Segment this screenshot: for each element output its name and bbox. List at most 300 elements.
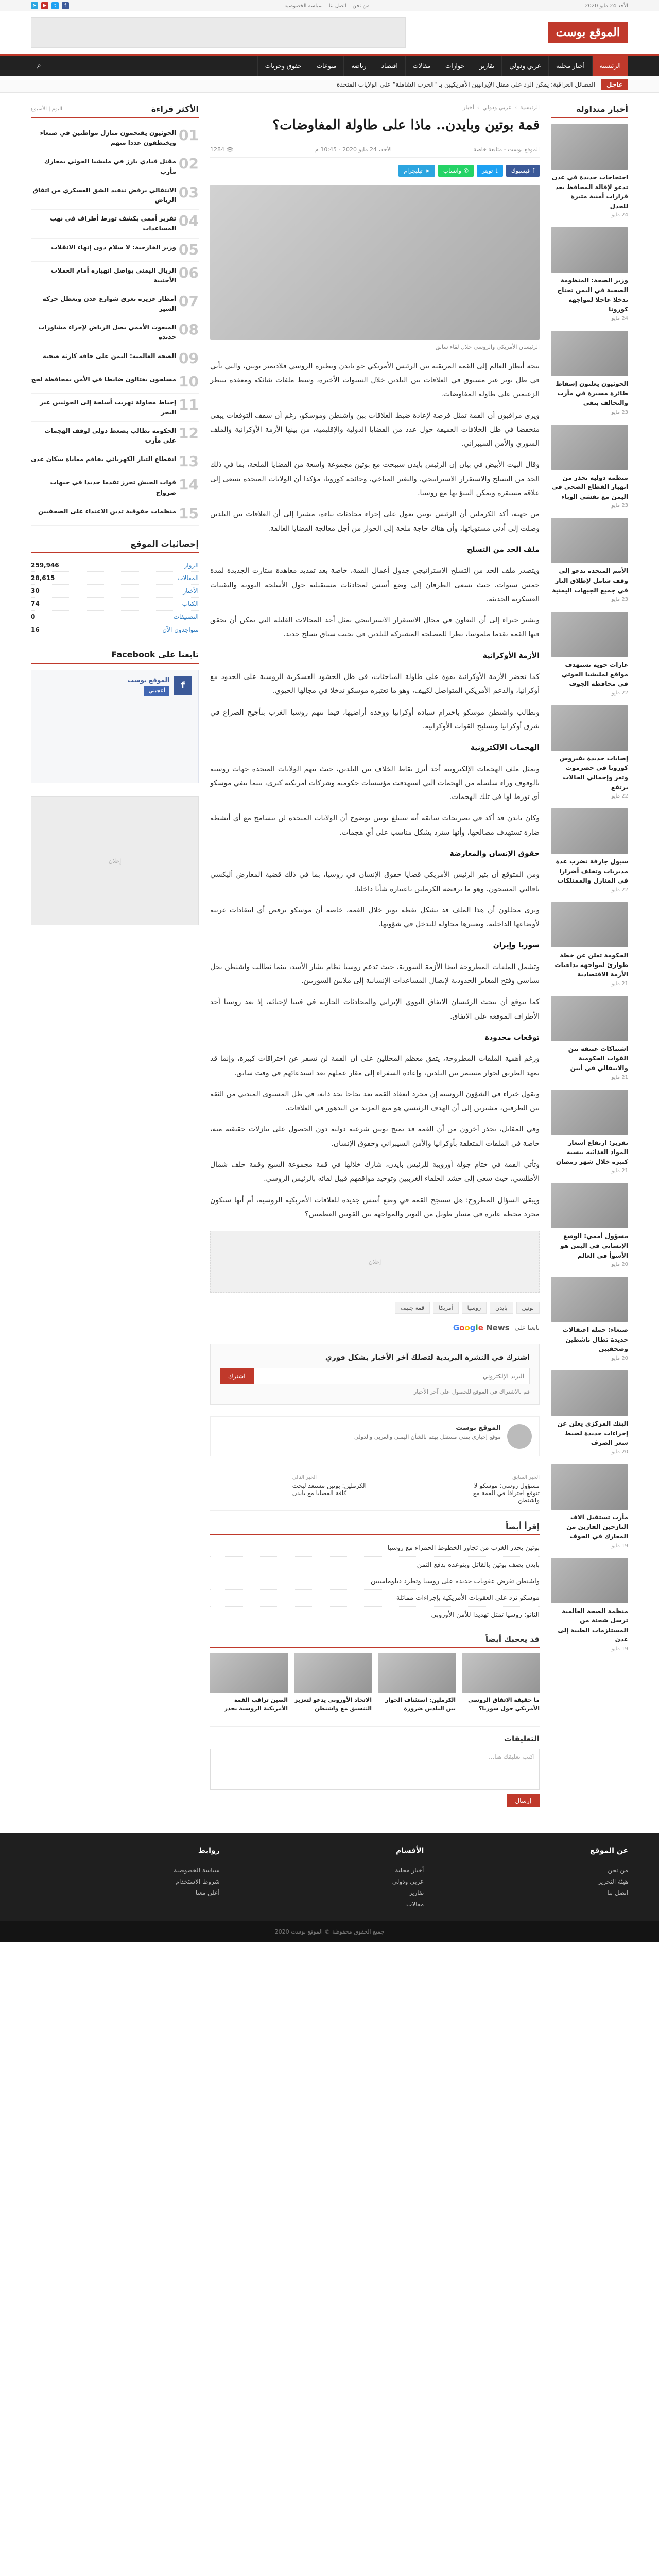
footer-link[interactable]: تقارير — [409, 1889, 424, 1897]
author-name[interactable]: الموقع بوست — [456, 1424, 501, 1432]
recent-news-thumbnail[interactable] — [551, 331, 628, 376]
nav-item-reports[interactable]: تقارير — [472, 56, 501, 76]
article-paragraph: كما يتوقع أن يبحث الرئيسان الاتفاق النووي الإيراني والمحادثات الجارية في فيينا لإحيائه، إذ تعد روسيا أحد الأطراف الموقعة على الاتفاق. — [210, 998, 540, 1021]
footer-link[interactable]: مقالات — [406, 1901, 424, 1908]
popular-item[interactable] — [31, 318, 199, 347]
popular-tabs: اليوم | الأسبوع — [31, 106, 62, 112]
stats-widget — [31, 539, 199, 636]
popular-item[interactable] — [31, 290, 199, 318]
article-subheading: سوريا وإيران — [493, 941, 540, 950]
more-news-section — [210, 1635, 540, 1713]
recent-news-item[interactable] — [551, 902, 628, 987]
popular-item[interactable] — [31, 124, 199, 152]
recent-news-date: 19 مايو — [611, 1646, 628, 1652]
popular-item[interactable] — [31, 152, 199, 181]
views-count: 1284 — [210, 146, 225, 153]
tag-link[interactable]: بوتين — [516, 1302, 540, 1314]
article-paragraph: ويمثل ملف الهجمات الإلكترونية أحد أبرز نقاط الخلاف بين البلدين، حيث تتهم الولايات المتحدة جهات روسية بالوقوف وراء سلسلة من الهجمات التي استهدفت مؤسسات حكومية وشركات أمريكية كبرى، بينما تنفي موسكو أي تورط لها في تلك الهجمات. — [210, 765, 540, 802]
nav-item-economy[interactable]: اقتصاد — [374, 56, 405, 76]
share-telegram-label: تيليجرام — [404, 167, 423, 174]
sidebar-ad[interactable]: إعلان — [31, 796, 199, 925]
recent-news-title[interactable]: تقرير: ارتفاع أسعار المواد الغذائية بنسبة كبيرة خلال شهر رمضان — [556, 1139, 628, 1165]
footer-link[interactable]: أخبار محلية — [395, 1867, 424, 1874]
footer-links — [31, 1865, 220, 1899]
article-paragraph: وتأتي القمة في ختام جولة أوروبية للرئيس بايدن، شارك خلالها في قمة مجموعة السبع وقمة حلف شمال الأطلسي، حيث سعى إلى حشد الحلفاء الغربيين وتوحيد مواقفهم قبيل لقائه بالرئيس الروسي. — [210, 1161, 540, 1183]
tag-link[interactable]: قمة جنيف — [395, 1302, 430, 1314]
prev-article-link[interactable] — [381, 1475, 540, 1504]
breadcrumb-separator: › — [477, 104, 480, 111]
recent-news-title[interactable]: اشتباكات عنيفة بين القوات الحكومية والانتقالي في أبين — [568, 1045, 628, 1072]
more-news-grid — [210, 1653, 540, 1713]
popular-rank: 13 — [179, 453, 199, 470]
popular-heading — [31, 104, 199, 118]
popular-title[interactable]: منظمات حقوقية تدين الاعتداء على الصحفيين — [38, 507, 176, 515]
recent-news-list — [551, 124, 628, 1652]
facebook-icon: f — [174, 676, 192, 695]
recent-news-title[interactable]: الأمم المتحدة تدعو إلى وقف شامل لإطلاق النار في جميع الجبهات اليمنية — [552, 567, 628, 594]
popular-list — [31, 124, 199, 526]
footer-column-title: الأقسام — [235, 1846, 424, 1858]
recent-news-thumbnail[interactable] — [551, 1370, 628, 1416]
breadcrumb — [210, 104, 540, 111]
stats-heading — [31, 539, 199, 553]
article-subheading: توقعات محدودة — [484, 1033, 540, 1042]
footer-link[interactable]: عربي ودولي — [392, 1878, 424, 1886]
article-paragraph: ويتصدر ملف الحد من التسلح الاستراتيجي جدول أعمال القمة، خاصة بعد تمديد معاهدة ستارت الجديدة لمدة خمس سنوات، حيث يسعى الطرفان إلى وضع أسس لمحادثات مستقبلية حول الأسلحة النووية والتقنيات العسكرية الحديثة. — [210, 567, 540, 603]
article-paragraph: وقال البيت الأبيض في بيان إن الرئيس بايدن سيبحث مع بوتين مجموعة واسعة من القضايا الملحة، بما في ذلك الحد من التسلح والاستقرار الاستراتيجي، والتغير المناخي، وجائحة كورونا، مؤكدا أن الولايات المتحدة تسعى إلى علاقة مستقرة ويمكن التنبؤ بها مع روسيا. — [210, 461, 540, 498]
next-label: الخبر التالي — [292, 1475, 317, 1481]
stats-value: 259,946 — [31, 561, 59, 569]
stats-row — [31, 572, 199, 585]
more-news-title[interactable]: الاتحاد الأوروبي يدعو لتعزيز التنسيق مع واشنطن — [294, 1697, 372, 1712]
article-subheading: الهجمات الإلكترونية — [470, 743, 540, 752]
footer-column-title: روابط — [31, 1846, 220, 1858]
next-title: الكرملين: بوتين مستعد لبحث كافة القضايا مع بايدن — [292, 1482, 367, 1497]
popular-item[interactable] — [31, 347, 199, 370]
site-header — [0, 11, 659, 56]
facebook-widget — [31, 650, 199, 783]
recent-news-date: 21 مايو — [611, 1074, 628, 1080]
recent-news-thumbnail[interactable] — [551, 705, 628, 751]
article-paragraph: ويرى مراقبون أن القمة تمثل فرصة لإعادة ضبط العلاقات بين واشنطن وموسكو، رغم أن سقف التوقعات يبقى منخفضا في ظل الخلافات العميقة حول عدد من القضايا الدولية والإقليمية، من بينها الأزمة الأوكرانية والملف السوري والأمن السيبراني. — [210, 411, 540, 448]
recent-news-date: 20 مايو — [611, 1355, 628, 1361]
breadcrumb-category[interactable]: أخبار — [463, 104, 474, 111]
facebook-title: تابعنا على Facebook — [111, 649, 199, 659]
stats-label: الكتاب — [182, 600, 199, 607]
popular-title[interactable]: الحوثيون يقتحمون منازل مواطنين في صنعاء ويختطفون عددا منهم — [40, 129, 176, 147]
article-body — [210, 360, 540, 1222]
recent-news-title[interactable]: صنعاء: حملة اعتقالات جديدة تطال ناشطين وصحفيين — [562, 1326, 628, 1353]
popular-title[interactable]: وزير الخارجية: لا سلام دون إنهاء الانقلاب — [51, 243, 176, 251]
recent-news-date: 21 مايو — [611, 1168, 628, 1174]
article-paragraph: تتجه أنظار العالم إلى القمة المرتقبة بين الرئيس الأمريكي جو بايدن ونظيره الروسي فلاديمير بوتين، والتي تأتي في ظل توتر غير مسبوق في العلاقات بين البلدين خلال السنوات الأخيرة، وسط ملفات شائكة ومعقدة تنتظر الزعيمين على طاولة المفاوضات. — [210, 362, 540, 399]
article-paragraph: وتشمل الملفات المطروحة أيضا الأزمة السورية، حيث تدعم روسيا نظام بشار الأسد، بينما تطالب واشنطن بحل سياسي وفتح المعابر الحدودية لإيصال المساعدات الإنسانية إلى ملايين السوريين. — [210, 962, 540, 986]
stats-value: 16 — [31, 625, 40, 633]
recent-news-item[interactable] — [551, 425, 628, 509]
prev-label: الخبر السابق — [512, 1475, 540, 1481]
google-news-logo: Google News — [453, 1323, 510, 1333]
inline-ad[interactable]: إعلان — [210, 1231, 540, 1293]
facebook-like-button[interactable]: أعجبني — [144, 686, 169, 696]
article-paragraph: من جهته، أكد الكرملين أن الرئيس بوتين يعول على إجراء محادثات بناءة، مشيرا إلى أن العلاقات بين البلدين وصلت إلى أدنى مستوياتها، وأن هناك حاجة ملحة إلى الحوار من أجل معالجة القضايا العالقة. — [210, 510, 540, 533]
recent-news-item[interactable] — [551, 808, 628, 893]
stats-row — [31, 598, 199, 611]
recent-news-item[interactable] — [551, 124, 628, 218]
article-meta — [210, 142, 540, 158]
more-news-card[interactable] — [378, 1653, 456, 1713]
stats-row — [31, 623, 199, 636]
recent-news-item[interactable] — [551, 331, 628, 415]
topbar-link-about[interactable]: من نحن — [352, 3, 370, 9]
stats-value: 74 — [31, 600, 40, 607]
recent-news-date: 19 مايو — [611, 1543, 628, 1549]
recent-news-thumbnail[interactable] — [551, 996, 628, 1041]
more-news-thumbnail[interactable] — [294, 1653, 372, 1693]
nav-item-interviews[interactable]: حوارات — [438, 56, 472, 76]
popular-rank: 06 — [179, 264, 199, 281]
newsletter-box — [210, 1344, 540, 1405]
stats-title: إحصائيات الموقع — [130, 538, 199, 549]
footer-column — [439, 1846, 628, 1910]
comments-title: التعليقات — [504, 1734, 540, 1744]
share-facebook-button[interactable] — [506, 165, 540, 177]
newsletter-title: اشترك في النشرة البريدية لتصلك آخر الأخبار بشكل فوري — [325, 1353, 530, 1362]
site-footer — [0, 1833, 659, 1942]
article-column — [210, 104, 540, 1818]
recent-news-title[interactable]: سيول جارفة تضرب عدة مديريات وتخلف أضرارا في المنازل والممتلكات — [556, 858, 628, 885]
more-news-title[interactable]: الصين تراقب القمة الأمريكية الروسية بحذر — [224, 1697, 288, 1712]
comment-submit-button[interactable]: إرسال — [507, 1794, 540, 1807]
article-tags — [210, 1302, 540, 1314]
more-news-thumbnail[interactable] — [462, 1653, 540, 1693]
article-paragraph: وفي المقابل، يحذر آخرون من أن القمة قد تمنح بوتين شرعية دولية دون الحصول على تنازلات حقيقية منه، خاصة في الملفات المتعلقة بأوكرانيا والأمن السيبراني وحقوق الإنسان. — [210, 1125, 540, 1148]
recent-news-item[interactable] — [551, 1090, 628, 1174]
more-news-title[interactable]: الكرملين: استئناف الحوار بين البلدين ضرورة — [385, 1697, 456, 1712]
top-bar — [0, 0, 659, 11]
related-item[interactable]: واشنطن تفرض عقوبات جديدة على روسيا وتطرد دبلوماسيين — [210, 1573, 540, 1590]
popular-title[interactable]: الريال اليمني يواصل انهياره أمام العملات الأجنبية — [51, 266, 176, 284]
popular-item[interactable] — [31, 370, 199, 394]
popular-item[interactable] — [31, 262, 199, 290]
article-paragraph: وتطالب واشنطن موسكو باحترام سيادة أوكرانيا ووحدة أراضيها، فيما تتهم روسيا الغرب بتأجيج الصراع في شرق أوكرانيا وتسليح القوات الأوكرانية. — [210, 708, 540, 731]
footer-links — [439, 1865, 628, 1899]
recent-news-thumbnail[interactable] — [551, 1183, 628, 1228]
twitter-icon[interactable]: t — [51, 2, 59, 9]
share-facebook-label: فيسبوك — [511, 167, 530, 174]
twitter-icon: t — [495, 167, 498, 174]
copyright: جميع الحقوق محفوظة © الموقع بوست 2020 — [0, 1921, 659, 1942]
popular-item[interactable] — [31, 394, 199, 422]
recent-news-item[interactable] — [551, 1183, 628, 1267]
popular-title[interactable]: الصحة العالمية: اليمن على حافة كارثة صحية — [42, 352, 176, 360]
recent-news-title[interactable]: مأرب تستقبل آلاف النازحين الفارين من المعارك في الجوف — [566, 1513, 628, 1540]
article-subheading: حقوق الإنسان والمعارضة — [449, 850, 540, 858]
popular-rank: 05 — [179, 241, 199, 258]
recent-news-date: 23 مايو — [611, 409, 628, 415]
recent-news-thumbnail[interactable] — [551, 227, 628, 273]
nav-item-misc[interactable]: منوعات — [309, 56, 343, 76]
popular-rank: 03 — [179, 183, 199, 201]
popular-title: الأكثر قراءة — [151, 104, 199, 114]
popular-tab-today[interactable]: اليوم — [51, 106, 62, 112]
popular-widget — [31, 104, 199, 526]
article-hero-image — [210, 185, 540, 340]
eye-icon: 👁 — [224, 146, 234, 153]
breadcrumb-separator: › — [514, 104, 517, 111]
related-item[interactable]: بوتين يحذر الغرب من تجاوز الخطوط الحمراء مع روسيا — [210, 1540, 540, 1556]
popular-title[interactable]: مسلحون يغتالون ضابطا في الأمن بمحافظة لحج — [31, 375, 176, 383]
recent-news-item[interactable] — [551, 1370, 628, 1455]
footer-link[interactable]: من نحن — [608, 1867, 628, 1874]
more-news-title[interactable]: ما حقيقة الاتفاق الروسي الأمريكي حول سوريا؟ — [468, 1697, 540, 1712]
related-item[interactable]: الناتو: روسيا تمثل تهديدا للأمن الأوروبي — [210, 1607, 540, 1623]
facebook-page-embed[interactable] — [31, 670, 199, 783]
popular-title[interactable]: الانتقالي يرفض تنفيذ الشق العسكري من اتفاق الرياض — [32, 186, 176, 204]
nav-item-world[interactable]: عربي ودولي — [501, 56, 548, 76]
popular-rank: 04 — [179, 212, 199, 230]
popular-item[interactable] — [31, 473, 199, 502]
popular-item[interactable] — [31, 450, 199, 473]
popular-item[interactable] — [31, 502, 199, 526]
prev-title: مسؤول روسي: موسكو لا تتوقع اختراقا في القمة مع واشنطن — [473, 1482, 540, 1504]
footer-column — [235, 1846, 424, 1910]
popular-rank: 12 — [179, 425, 199, 442]
site-logo[interactable]: الموقع بوست — [548, 22, 628, 43]
tag-link[interactable]: أمريكا — [433, 1302, 459, 1314]
facebook-icon: f — [532, 167, 534, 174]
tag-link[interactable]: بايدن — [490, 1302, 513, 1314]
footer-link[interactable]: اتصل بنا — [607, 1889, 628, 1897]
recent-news-thumbnail[interactable] — [551, 1090, 628, 1135]
popular-title[interactable]: قوات الجيش تحرز تقدما جديدا في جبهات صرواح — [50, 479, 176, 496]
footer-column-title: عن الموقع — [439, 1846, 628, 1858]
recent-news-item[interactable] — [551, 1277, 628, 1361]
facebook-heading — [31, 650, 199, 664]
stats-list — [31, 559, 199, 636]
recent-news-date: 21 مايو — [611, 980, 628, 987]
article-paragraph: وكان بايدن قد أكد في تصريحات سابقة أنه سيبلغ بوتين بوضوح أن الولايات المتحدة لن تتسامح مع أي أنشطة ضارة تستهدف مصالحها، وأنها سترد بشكل مناسب على أي هجمات. — [210, 814, 540, 837]
breadcrumb-home[interactable]: الرئيسية — [520, 104, 540, 111]
recent-news-item[interactable] — [551, 518, 628, 602]
recent-news-thumbnail[interactable] — [551, 612, 628, 657]
popular-rank: 01 — [179, 127, 199, 144]
popular-rank: 07 — [179, 292, 199, 310]
facebook-icon[interactable]: f — [62, 2, 69, 9]
popular-tab-week[interactable]: الأسبوع — [31, 106, 47, 112]
popular-title[interactable]: تقرير أممي يكشف تورط أطراف في نهب المساعدات — [50, 215, 176, 232]
article-paragraph: ويشير خبراء إلى أن التعاون في مجال الاستقرار الاستراتيجي يمثل أحد المجالات القليلة التي يمكن أن تحقق فيها القمة تقدما ملموسا، نظرا للمصلحة المشتركة للبلدين في تجنب سباق تسلح جديد. — [210, 616, 540, 639]
recent-news-title[interactable]: احتجاجات جديدة في عدن تدعو لإقالة المحافظ بعد قرارات أمنية مثيرة للجدل — [551, 174, 628, 210]
footer-link[interactable]: شروط الاستخدام — [175, 1878, 220, 1886]
recent-news-title: أخبار متداولة — [576, 104, 628, 114]
footer-column — [31, 1846, 220, 1910]
more-news-card[interactable] — [462, 1653, 540, 1713]
related-item[interactable]: بايدن يصف بوتين بالقاتل ويتوعده بدفع الثمن — [210, 1557, 540, 1573]
recent-news-thumbnail[interactable] — [551, 124, 628, 170]
recent-news-item[interactable] — [551, 1558, 628, 1652]
breadcrumb-section[interactable]: عربي ودولي — [482, 104, 512, 111]
recent-news-item[interactable] — [551, 227, 628, 321]
recent-news-thumbnail[interactable] — [551, 1277, 628, 1322]
recent-news-title[interactable]: غارات جوية تستهدف مواقع لمليشيا الحوثي في محافظة الجوف — [562, 661, 628, 688]
recent-news-thumbnail[interactable] — [551, 808, 628, 854]
newsletter-email-input[interactable] — [254, 1368, 530, 1384]
popular-title[interactable]: الحكومة تطالب بضغط دولي لوقف الهجمات على مأرب — [44, 427, 176, 445]
popular-title[interactable]: المبعوث الأممي يصل الرياض لإجراء مشاورات جديدة — [38, 324, 176, 341]
main-nav — [0, 56, 659, 76]
topbar-social — [31, 2, 69, 9]
more-news-thumbnail[interactable] — [210, 1653, 288, 1693]
nav-item-articles[interactable]: مقالات — [405, 56, 438, 76]
footer-links — [235, 1865, 424, 1910]
popular-title[interactable]: انقطاع التيار الكهربائي يفاقم معاناة سكان عدن — [31, 455, 176, 463]
popular-title[interactable]: إحباط محاولة تهريب أسلحة إلى الحوثيين عبر البحر — [40, 398, 176, 416]
share-whatsapp-button[interactable] — [438, 165, 474, 177]
popular-item[interactable] — [31, 210, 199, 238]
recent-news-title[interactable]: مسؤول أممي: الوضع الإنساني في اليمن هو الأسوأ في العالم — [560, 1232, 628, 1259]
recent-news-thumbnail[interactable] — [551, 1464, 628, 1510]
facebook-page-name[interactable]: الموقع بوست — [128, 676, 169, 684]
sidebar — [31, 104, 199, 939]
nav-item-home[interactable]: الرئيسية — [592, 56, 628, 76]
search-icon[interactable]: ⌕ — [37, 62, 41, 70]
article-author[interactable]: الموقع بوست - متابعة خاصة — [473, 146, 540, 153]
popular-rank: 02 — [179, 155, 199, 173]
header-ad-banner[interactable] — [31, 17, 406, 48]
recent-news-title[interactable]: البنك المركزي يعلن عن إجراءات جديدة لضبط سعر الصرف — [557, 1419, 628, 1447]
youtube-icon[interactable]: ▶ — [41, 2, 48, 9]
author-avatar — [507, 1424, 532, 1449]
recent-news-thumbnail[interactable] — [551, 902, 628, 947]
recent-news-thumbnail[interactable] — [551, 1558, 628, 1603]
ticker-headline[interactable]: الفصائل العراقية: يمكن الرد على مقتل الإيرانيين الأمريكيين بـ "الحرب الشاملة" على الولايات المتحدة — [337, 81, 595, 88]
recent-news-date: 24 مايو — [611, 212, 628, 218]
nav-item-local[interactable]: أخبار محلية — [548, 56, 592, 76]
recent-news-item[interactable] — [551, 996, 628, 1080]
article-paragraph: كما تحضر الأزمة الأوكرانية بقوة على طاولة المباحثات، في ظل الحشود العسكرية الروسية على الحدود مع أوكرانيا، والدعم الأمريكي المتواصل لكييف، وهو ما تعتبره موسكو تدخلا في مجالها الحيوي. — [210, 673, 540, 696]
recent-news-date: 20 مايو — [611, 1262, 628, 1268]
share-telegram-button[interactable] — [398, 165, 435, 177]
recent-news-date: 22 مايو — [611, 887, 628, 893]
article-paragraph: ورغم أهمية الملفات المطروحة، يتفق معظم المحللين على أن القمة لن تسفر عن اختراقات كبيرة، وإنما قد تمهد الطريق لحوار مستمر بين البلدين، وإعادة السفراء إلى مقار عملهم بعد استدعائهم في وقت سابق. — [210, 1055, 540, 1077]
comment-textarea[interactable]: اكتب تعليقك هنا... — [210, 1749, 540, 1790]
article-subheading: الأزمة الأوكرانية — [482, 651, 540, 660]
related-list — [210, 1540, 540, 1623]
next-article-link[interactable] — [210, 1475, 368, 1504]
popular-item[interactable] — [31, 422, 199, 450]
share-bar — [210, 165, 540, 177]
google-news-follow[interactable] — [210, 1323, 540, 1332]
stats-value: 0 — [31, 613, 36, 620]
article-title: قمة بوتين وبايدن.. ماذا على طاولة المفاوضات؟ — [272, 117, 540, 133]
recent-news-thumbnail[interactable] — [551, 518, 628, 563]
popular-item[interactable] — [31, 239, 199, 262]
tag-link[interactable]: روسيا — [462, 1302, 487, 1314]
recent-news-thumbnail[interactable] — [551, 425, 628, 470]
footer-link[interactable]: هيئة التحرير — [598, 1878, 628, 1886]
author-box — [210, 1416, 540, 1456]
footer-link[interactable]: أعلن معنا — [195, 1889, 220, 1897]
article-paragraph: ومن المتوقع أن يثير الرئيس الأمريكي قضايا حقوق الإنسان في روسيا، بما في ذلك قضية المعارض أليكسي نافالني المسجون، وهو ما يرفضه الكرملين باعتباره شأنا داخليا. — [210, 871, 540, 893]
share-twitter-button[interactable] — [477, 165, 503, 177]
topbar-link-privacy[interactable]: سياسة الخصوصية — [284, 3, 323, 9]
popular-item[interactable] — [31, 181, 199, 210]
popular-title[interactable]: أمطار غزيرة تغرق شوارع عدن وتعطل حركة السير — [42, 295, 176, 313]
popular-rank: 09 — [179, 349, 199, 367]
recent-news-date: 22 مايو — [611, 793, 628, 800]
recent-news-item[interactable] — [551, 612, 628, 696]
stats-row — [31, 585, 199, 598]
popular-rank: 15 — [179, 504, 199, 522]
hero-caption: الرئيسان الأمريكي والروسي خلال لقاء سابق — [435, 343, 540, 350]
topbar-link-contact[interactable]: اتصل بنا — [328, 3, 346, 9]
recent-news-item[interactable] — [551, 705, 628, 799]
nav-item-rights[interactable]: حقوق وحريات — [257, 56, 309, 76]
popular-title[interactable]: مقتل قيادي بارز في مليشيا الحوثي بمعارك مأرب — [44, 158, 176, 175]
article-paragraph: ويقول خبراء في الشؤون الروسية إن مجرد انعقاد القمة يعد نجاحا بحد ذاته، في ظل المستوى المتدني من الثقة بين الطرفين، مشيرين إلى أن الهدف الرئيسي هو منع المزيد من التدهور في العلاقات. — [210, 1090, 540, 1113]
more-news-card[interactable] — [294, 1653, 372, 1713]
article-subheading: ملف الحد من التسلح — [467, 545, 540, 554]
recent-news-item[interactable] — [551, 1464, 628, 1549]
recent-news-title[interactable]: إصابات جديدة بفيروس كورونا في حضرموت وتعز وإجمالي الحالات يرتفع — [559, 754, 628, 791]
popular-rank: 11 — [179, 396, 199, 413]
footer-link[interactable]: سياسة الخصوصية — [174, 1867, 220, 1874]
recent-news-title[interactable]: منظمة دولية تحذر من انهيار القطاع الصحي في اليمن مع تفشي الوباء — [551, 473, 628, 500]
stats-label: المقالات — [177, 574, 199, 582]
more-news-thumbnail[interactable] — [378, 1653, 456, 1693]
stats-value: 28,615 — [31, 574, 55, 582]
stats-row — [31, 611, 199, 623]
popular-rank: 08 — [179, 321, 199, 338]
nav-item-sports[interactable]: رياضة — [343, 56, 373, 76]
recent-news-date: 23 مايو — [611, 597, 628, 603]
topbar-links — [284, 3, 369, 9]
article-paragraph: ويرى محللون أن هذا الملف قد يشكل نقطة توتر خلال القمة، خاصة أن موسكو ترفض أي انتقادات غربية لأوضاعها الداخلية، وتعتبرها محاولة للتدخل في شؤونها. — [210, 906, 540, 929]
stats-row — [31, 559, 199, 572]
recent-news-title[interactable]: الحكومة تعلن عن خطة طوارئ لمواجهة تداعيات الأزمة الاقتصادية — [554, 952, 628, 978]
recent-news-title[interactable]: منظمة الصحة العالمية ترسل شحنة من المستلزمات الطبية إلى عدن — [558, 1607, 628, 1643]
recent-news-title[interactable]: الحوثيون يعلنون إسقاط طائرة مسيرة في مأرب والتحالف ينفي — [556, 380, 628, 406]
newsletter-note: قم بالاشتراك في الموقع للحصول على آخر الأخبار — [413, 1388, 530, 1396]
popular-rank: 10 — [179, 372, 199, 390]
related-item[interactable]: موسكو ترد على العقوبات الأمريكية بإجراءات مماثلة — [210, 1590, 540, 1606]
share-twitter-label: تويتر — [482, 167, 493, 174]
popular-rank: 14 — [179, 476, 199, 494]
recent-news-title[interactable]: وزير الصحة: المنظومة الصحية في اليمن تحتاج تدخلا عاجلا لمواجهة كورونا — [557, 277, 628, 313]
google-news-text: تابعنا على — [514, 1324, 540, 1332]
author-bio: موقع إخباري يمني مستقل يهتم بالشأن اليمني والعربي والدولي — [354, 1434, 501, 1441]
newsletter-subscribe-button[interactable]: اشترك — [220, 1368, 254, 1384]
article-views — [210, 146, 233, 153]
recent-news-date: 24 مايو — [611, 315, 628, 321]
footer-columns — [31, 1846, 628, 1910]
share-whatsapp-label: واتساب — [443, 167, 461, 174]
more-news-card[interactable] — [210, 1653, 288, 1713]
more-news-title: قد يعجبك أيضاً — [210, 1635, 540, 1648]
stats-label: الأخبار — [183, 587, 199, 595]
related-title: إقرأ أيضاً — [210, 1522, 540, 1535]
recent-news-column — [551, 104, 628, 1661]
breaking-ticker — [0, 76, 659, 93]
related-articles — [210, 1522, 540, 1623]
recent-news-date: 22 مايو — [611, 690, 628, 696]
ticker-label: عاجل — [601, 79, 628, 90]
stats-value: 30 — [31, 587, 40, 595]
telegram-icon[interactable]: ➤ — [31, 2, 38, 9]
whatsapp-icon: ✆ — [463, 167, 469, 174]
stats-label: متواجدون الآن — [162, 625, 199, 633]
article-date: الأحد، 24 مايو 2020 - 10:45 م — [315, 146, 392, 153]
